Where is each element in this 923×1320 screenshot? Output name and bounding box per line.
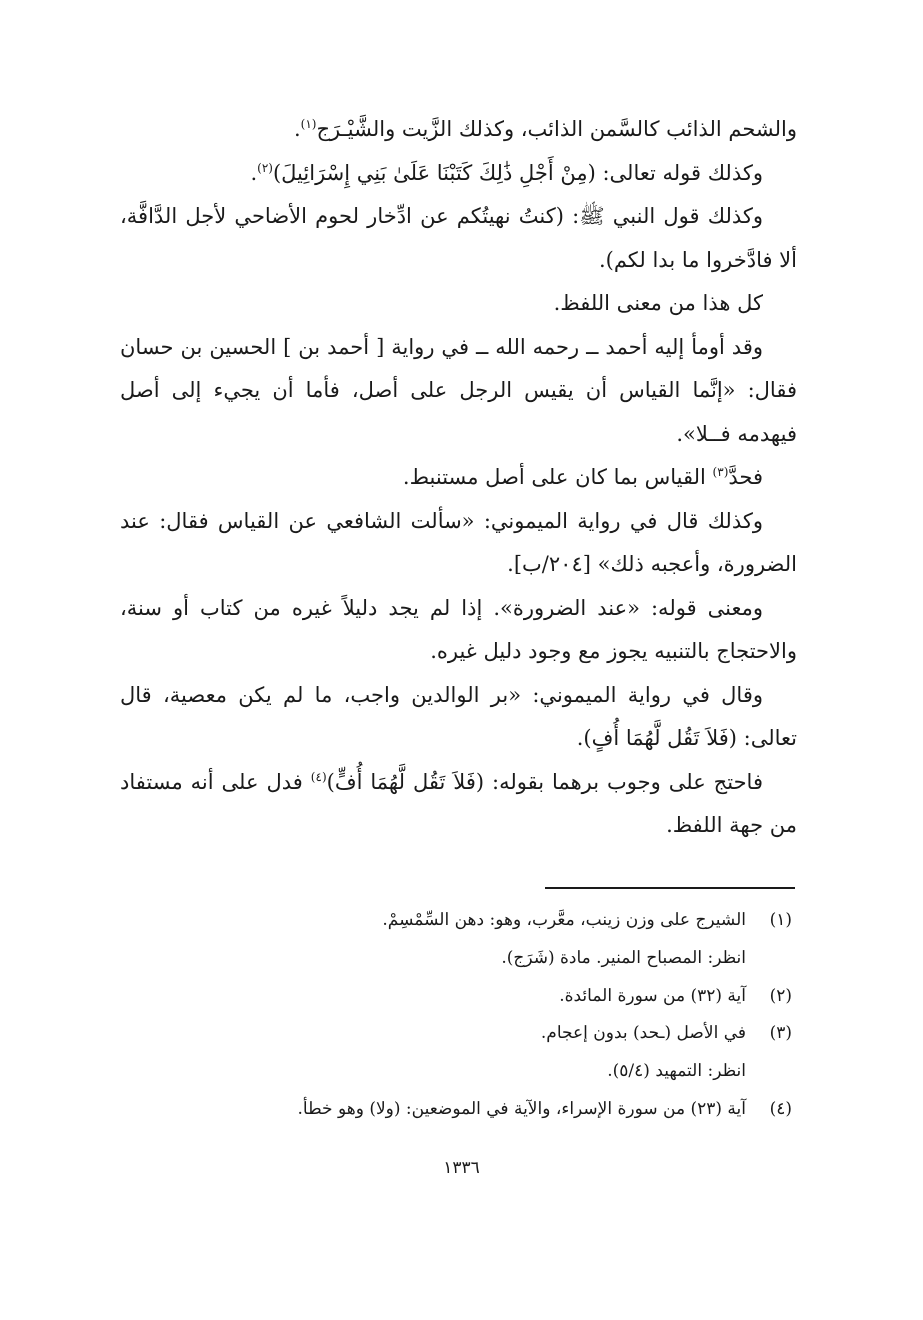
paragraph: ومعنى قوله: «عند الضرورة». إذا لم يجد دليلاً غيره من كتاب أو سنة، والاحتجاج بالتنبيه يجوز مع وجود دليل غيره. — [120, 595, 797, 663]
footnote — [120, 902, 792, 940]
footnote-text: الشيرج على وزن زينب، معَّرب، وهو: دهن السِّمْسِمْ. — [382, 910, 746, 930]
footnote-marker: (٣) — [712, 465, 729, 479]
paragraph: كل هذا من معنى اللفظ. — [553, 291, 763, 315]
footnote-separator — [545, 887, 795, 889]
paragraph: وكذلك قوله تعالى: (مِنْ أَجْلِ ذَٰلِكَ كَتَبْنَا عَلَىٰ بَنِي إِسْرَائِيلَ)$^{(٢)}$. — [250, 160, 763, 185]
footnote-marker: (١) — [300, 117, 317, 131]
footnote-text: في الأصل (ـحد) بدون إعجام. — [540, 1023, 746, 1044]
footnote-text: آية (٣٢) من سورة المائدة. — [559, 985, 746, 1006]
footnote-marker: (٢) — [257, 160, 273, 175]
footnote — [120, 1091, 792, 1129]
footnote-marker: (٤) — [310, 769, 327, 784]
footnote-text: انظر: المصباح المنير. مادة (شَرَج). — [501, 947, 746, 968]
footnote-text: انظر: التمهيد (٥/٤). — [607, 1061, 746, 1082]
paragraph: وكذلك قال في رواية الميموني: «سألت الشافعي عن القياس فقال: عند الضرورة، وأعجبه ذلك» [٢٠٤/ب]. — [120, 508, 797, 576]
footnote-number: (٣) — [769, 1023, 792, 1044]
footnote-number: (٢) — [769, 985, 792, 1006]
paragraph: وقال في رواية الميموني: «بر الوالدين واجب، ما لم يكن معصية، قال تعالى: (فَلاَ تَقُل لَّهُمَا أُفٍ). — [120, 682, 797, 750]
paragraph: فاحتج على وجوب برهما بقوله: (فَلاَ تَقُل لَّهُمَا أُفٍّ)$^{(٤)}$ فدل على أنه مستفاد من جهة اللفظ. — [120, 769, 797, 837]
paragraph: وقد أومأ إليه أحمد ــ رحمه الله ــ في رواية [ أحمد بن ] الحسين بن حسان فقال: «إنَّما القياس أن يقيس الرجل على أصل، فأما أن يجيء إلى أصل فيهدمه فــلا». — [120, 334, 797, 446]
paragraph: وكذلك قول النبي ﷺ: (كنتُ نهيتُكم عن ادِّخار لحوم الأضاحي لأجل الدَّافَّة، ألا فادَّخروا ما بدا لكم). — [120, 204, 797, 272]
footnote-text: آية (٢٣) من سورة الإسراء، والآية في الموضعين: (ولا) وهو خطأ. — [297, 1098, 746, 1119]
footnote-number: (١) — [769, 910, 792, 930]
paragraph: والشحم الذائب كالسَّمن الذائب، وكذلك الزَّيت والشَّيْـرَج$^{(١)}$. — [293, 117, 797, 141]
page-number: ١٣٣٦ — [443, 1158, 480, 1178]
paragraph: فحدَّ$^{(٣)}$ القياس بما كان على أصل مستنبط. — [402, 465, 763, 489]
footnote — [120, 1053, 792, 1091]
footnote — [120, 1015, 792, 1053]
main-text — [120, 108, 797, 848]
footnote — [120, 978, 792, 1016]
footnote — [120, 940, 792, 978]
footnote-number: (٤) — [769, 1098, 792, 1119]
footnotes — [120, 902, 792, 1129]
